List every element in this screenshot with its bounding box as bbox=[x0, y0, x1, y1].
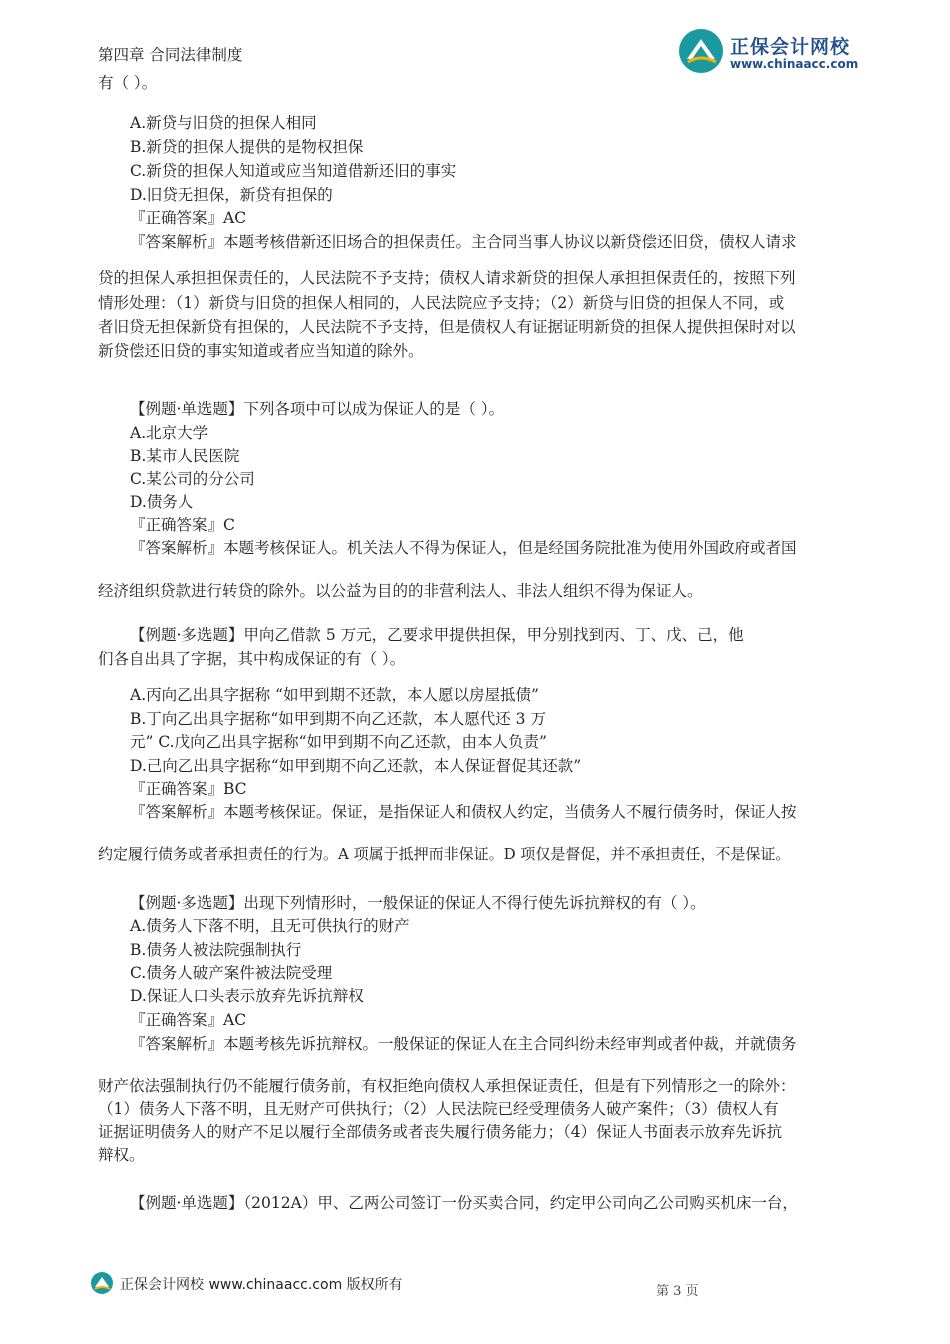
q5-stem: 【例题·单选题】（2012A）甲、乙两公司签订一份买卖合同，约定甲公司向乙公司购买机床一台， bbox=[130, 1194, 798, 1212]
q2-answer: 『正确答案』C bbox=[130, 516, 235, 534]
q1-option-c: C.新贷的担保人知道或应当知道借新还旧的事实 bbox=[130, 162, 457, 180]
q4-explain-line: 财产依法强制执行仍不能履行债务前，有权拒绝向债权人承担保证责任，但是有下列情形之一的除外： bbox=[98, 1077, 796, 1095]
q3-option-d: D.己向乙出具字据称“如甲到期不向乙还款，本人保证督促其还款” bbox=[130, 757, 582, 775]
q1-explain-line: 新贷偿还旧贷的事实知道或者应当知道的除外。 bbox=[98, 342, 424, 360]
q1-answer: 『正确答案』AC bbox=[130, 209, 247, 227]
q4-explain-line: 辩权。 bbox=[98, 1146, 145, 1164]
cut-line-top-1: 第四章 合同法律制度 bbox=[98, 46, 243, 64]
logo-icon bbox=[678, 28, 724, 74]
q1-explain-line: 情形处理：（1）新贷与旧贷的担保人相同的，人民法院应予支持；（2）新贷与旧贷的担保人不同，或 bbox=[98, 294, 785, 312]
q4-explain-line: 证据证明债务人的财产不足以履行全部债务或者丧失履行债务能力；（4）保证人书面表示放弃先诉抗 bbox=[98, 1123, 783, 1141]
q2-stem: 【例题·单选题】下列各项中可以成为保证人的是（ ）。 bbox=[130, 400, 505, 418]
q3-explain-line: 约定履行债务或者承担责任的行为。A 项属于抵押而非保证。D 项仅是督促，并不承担责任，不是保证。 bbox=[98, 845, 791, 863]
q3-stem-cut-2: 们各自出具了字据，其中构成保证的有（ ）。 bbox=[98, 650, 406, 668]
q4-stem: 【例题·多选题】出现下列情形时，一般保证的保证人不得行使先诉抗辩权的有（ ）。 bbox=[130, 894, 706, 912]
q1-explain-line: 贷的担保人承担担保责任的，人民法院不予支持；债权人请求新贷的担保人承担担保责任的，按照下列 bbox=[98, 269, 796, 287]
brand-url: www.chinaacc.com bbox=[730, 57, 859, 71]
q3-option-b: B.丁向乙出具字据称“如甲到期不向乙还款，本人愿代还 3 万 bbox=[130, 710, 546, 728]
q3-answer: 『正确答案』BC bbox=[130, 780, 247, 798]
q3-stem-cut-1: 【例题·多选题】甲向乙借款 5 万元，乙要求甲提供担保，甲分别找到丙、丁、戊、己，他 bbox=[130, 626, 744, 644]
q2-option-d: D.债务人 bbox=[130, 493, 194, 511]
q3-option-c: 元” C.戊向乙出具字据称“如甲到期不向乙还款，由本人负责” bbox=[130, 733, 547, 751]
q4-answer: 『正确答案』AC bbox=[130, 1011, 247, 1029]
q1-explain-line: 『答案解析』本题考核借新还旧场合的担保责任。主合同当事人协议以新贷偿还旧贷，债权人请求 bbox=[130, 233, 797, 251]
q1-option-a: A.新贷与旧贷的担保人相同 bbox=[130, 114, 317, 132]
footer-logo-icon bbox=[90, 1271, 114, 1295]
footer-copyright: 正保会计网校 www.chinaacc.com 版权所有 bbox=[120, 1277, 403, 1293]
cut-line-top-2: 有（ ）。 bbox=[98, 74, 158, 92]
q1-explain-line: 者旧贷无担保新贷有担保的，人民法院不予支持，但是债权人有证据证明新贷的担保人提供担保时对以 bbox=[98, 318, 796, 336]
brand-name: 正保会计网校 bbox=[730, 36, 851, 58]
footer bbox=[90, 1270, 490, 1296]
q1-option-d: D.旧贷无担保，新贷有担保的 bbox=[130, 186, 333, 204]
q2-option-b: B.某市人民医院 bbox=[130, 447, 240, 465]
q4-explain-line: （1）债务人下落不明，且无财产可供执行；（2）人民法院已经受理债务人破产案件；（3）债权人有 bbox=[98, 1100, 779, 1118]
q4-option-b: B.债务人被法院强制执行 bbox=[130, 941, 302, 959]
q4-option-d: D.保证人口头表示放弃先诉抗辩权 bbox=[130, 987, 364, 1005]
q1-option-b: B.新贷的担保人提供的是物权担保 bbox=[130, 138, 364, 156]
q4-option-c: C.债务人破产案件被法院受理 bbox=[130, 964, 333, 982]
brand-logo bbox=[678, 28, 868, 76]
q2-option-c: C.某公司的分公司 bbox=[130, 470, 255, 488]
q2-option-a: A.北京大学 bbox=[130, 424, 209, 442]
q3-option-a: A.丙向乙出具字据称 “如甲到期不还款，本人愿以房屋抵债” bbox=[130, 686, 539, 704]
q2-explain-line: 『答案解析』本题考核保证人。机关法人不得为保证人，但是经国务院批准为使用外国政府或者国 bbox=[130, 539, 797, 557]
q3-explain-line: 『答案解析』本题考核保证。保证，是指保证人和债权人约定，当债务人不履行债务时，保证人按 bbox=[130, 803, 797, 821]
page-number: 第 3 页 bbox=[656, 1284, 699, 1299]
q2-explain-line: 经济组织贷款进行转贷的除外。以公益为目的的非营利法人、非法人组织不得为保证人。 bbox=[98, 582, 703, 600]
q4-explain-line: 『答案解析』本题考核先诉抗辩权。一般保证的保证人在主合同纠纷未经审判或者仲裁，并就债务 bbox=[130, 1035, 797, 1053]
q4-option-a: A.债务人下落不明，且无可供执行的财产 bbox=[130, 917, 410, 935]
